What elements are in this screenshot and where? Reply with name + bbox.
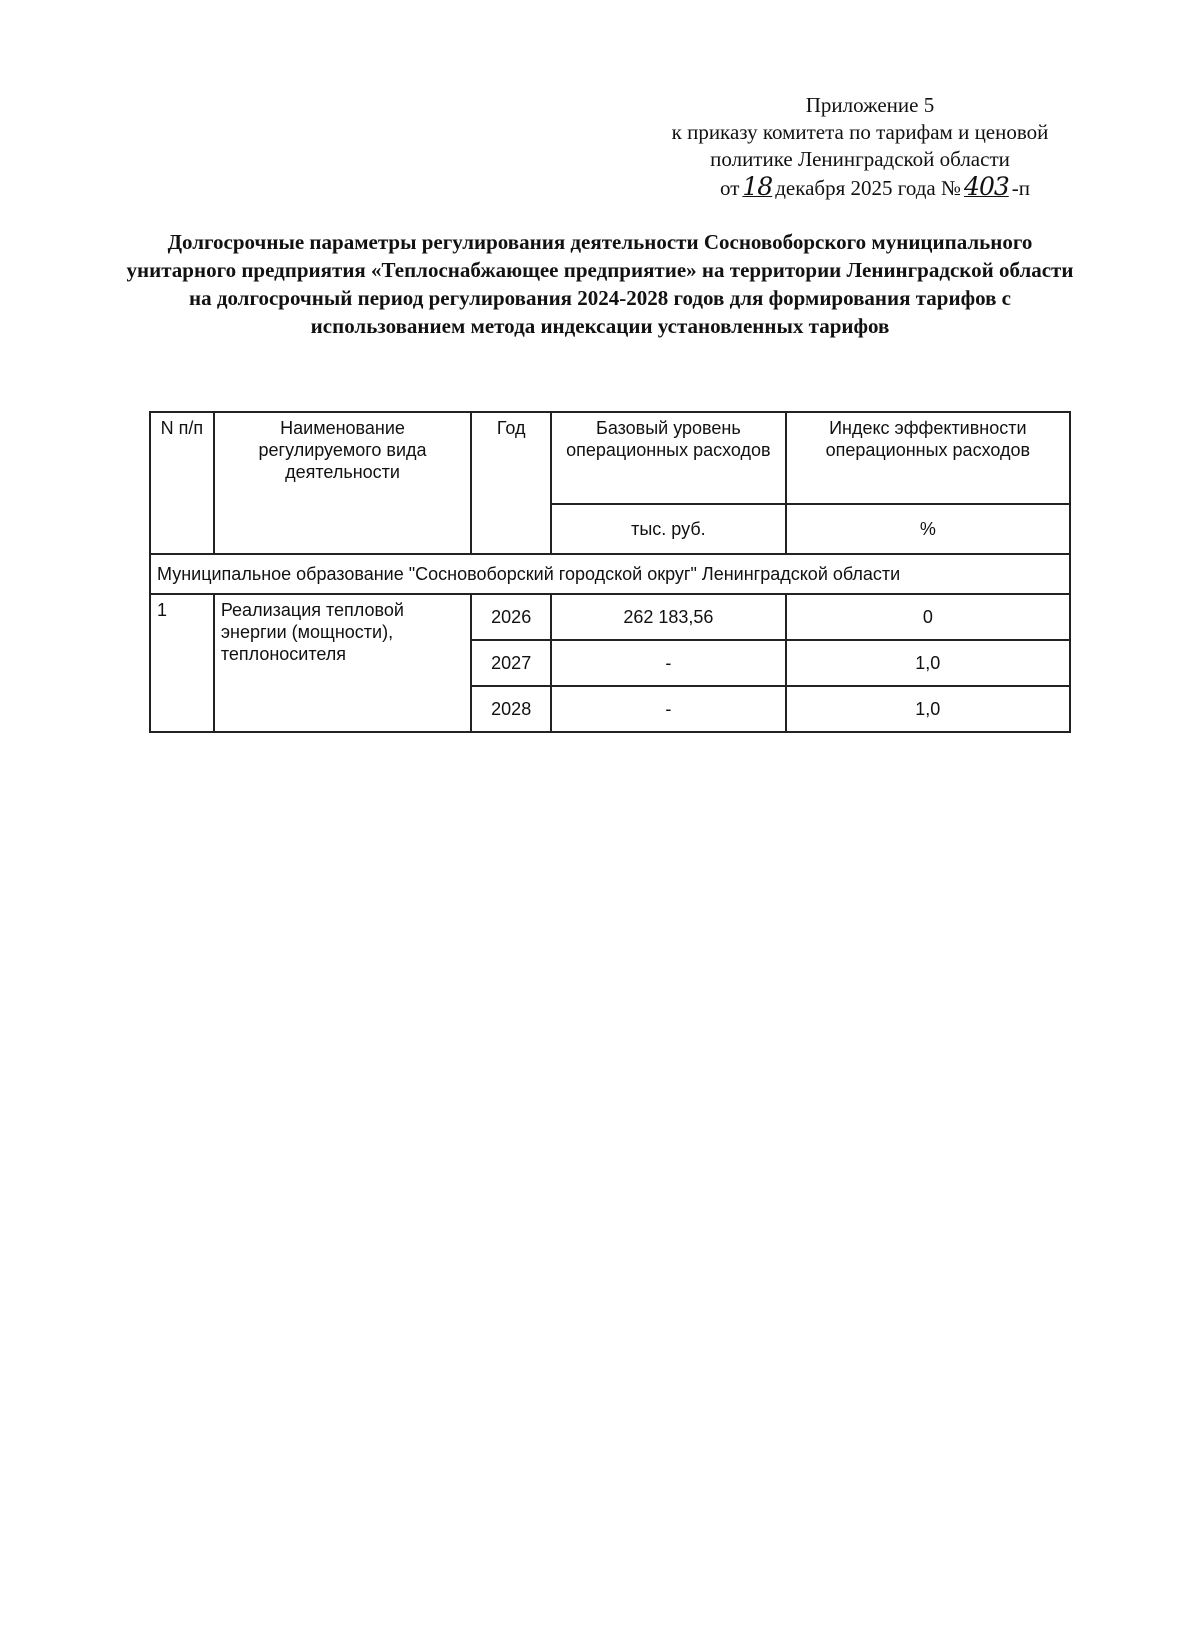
row-base-level: 262 183,56	[551, 594, 786, 640]
date-prefix: от	[719, 176, 740, 200]
municipality-row	[150, 554, 1070, 594]
header-efficiency: Индекс эффективности операционных расходов	[786, 412, 1070, 504]
header-row	[150, 412, 1070, 504]
appendix-order-ref: к приказу комитета по тарифам и ценовой	[671, 120, 1049, 144]
order-suffix: -п	[1011, 176, 1030, 200]
header-activity: Наименование регулируемого вида деятельности	[214, 412, 471, 554]
header-base-level: Базовый уровень операционных расходов	[551, 412, 786, 504]
document-title: Долгосрочные параметры регулирования деятельности Сосновоборского муниципального унитарного предприятия «Теплоснабжающее предприятие» на территории Ленинградской области на долгосрочный период регулирования 2024-2028 годов для формирования тарифов с использованием метода индексации установленных тарифов	[126, 230, 1074, 338]
parameters-table	[149, 411, 1071, 733]
row-year: 2027	[471, 640, 551, 686]
row-efficiency: 1,0	[786, 686, 1070, 732]
date-rest: декабря 2025 года №	[775, 176, 962, 200]
appendix-date-line	[600, 173, 1120, 202]
row-efficiency: 0	[786, 594, 1070, 640]
row-year: 2028	[471, 686, 551, 732]
municipality-name: Муниципальное образование "Сосновоборский городской округ" Ленинградской области	[150, 554, 1070, 594]
unit-base-level: тыс. руб.	[551, 504, 786, 554]
header-num: N п/п	[150, 412, 214, 554]
row-base-level: -	[551, 640, 786, 686]
entry-activity: Реализация тепловой энергии (мощности), теплоносителя	[214, 594, 471, 732]
row-year: 2026	[471, 594, 551, 640]
appendix-block	[600, 92, 1120, 202]
appendix-committee: политике Ленинградской области	[710, 147, 1010, 171]
unit-efficiency: %	[786, 504, 1070, 554]
header-year: Год	[471, 412, 551, 554]
handwritten-day: 18	[742, 172, 773, 201]
table-row	[150, 594, 1070, 640]
appendix-number: Приложение 5	[805, 93, 935, 117]
row-efficiency: 1,0	[786, 640, 1070, 686]
handwritten-order-number: 403	[964, 172, 1009, 201]
entry-num: 1	[150, 594, 214, 732]
row-base-level: -	[551, 686, 786, 732]
